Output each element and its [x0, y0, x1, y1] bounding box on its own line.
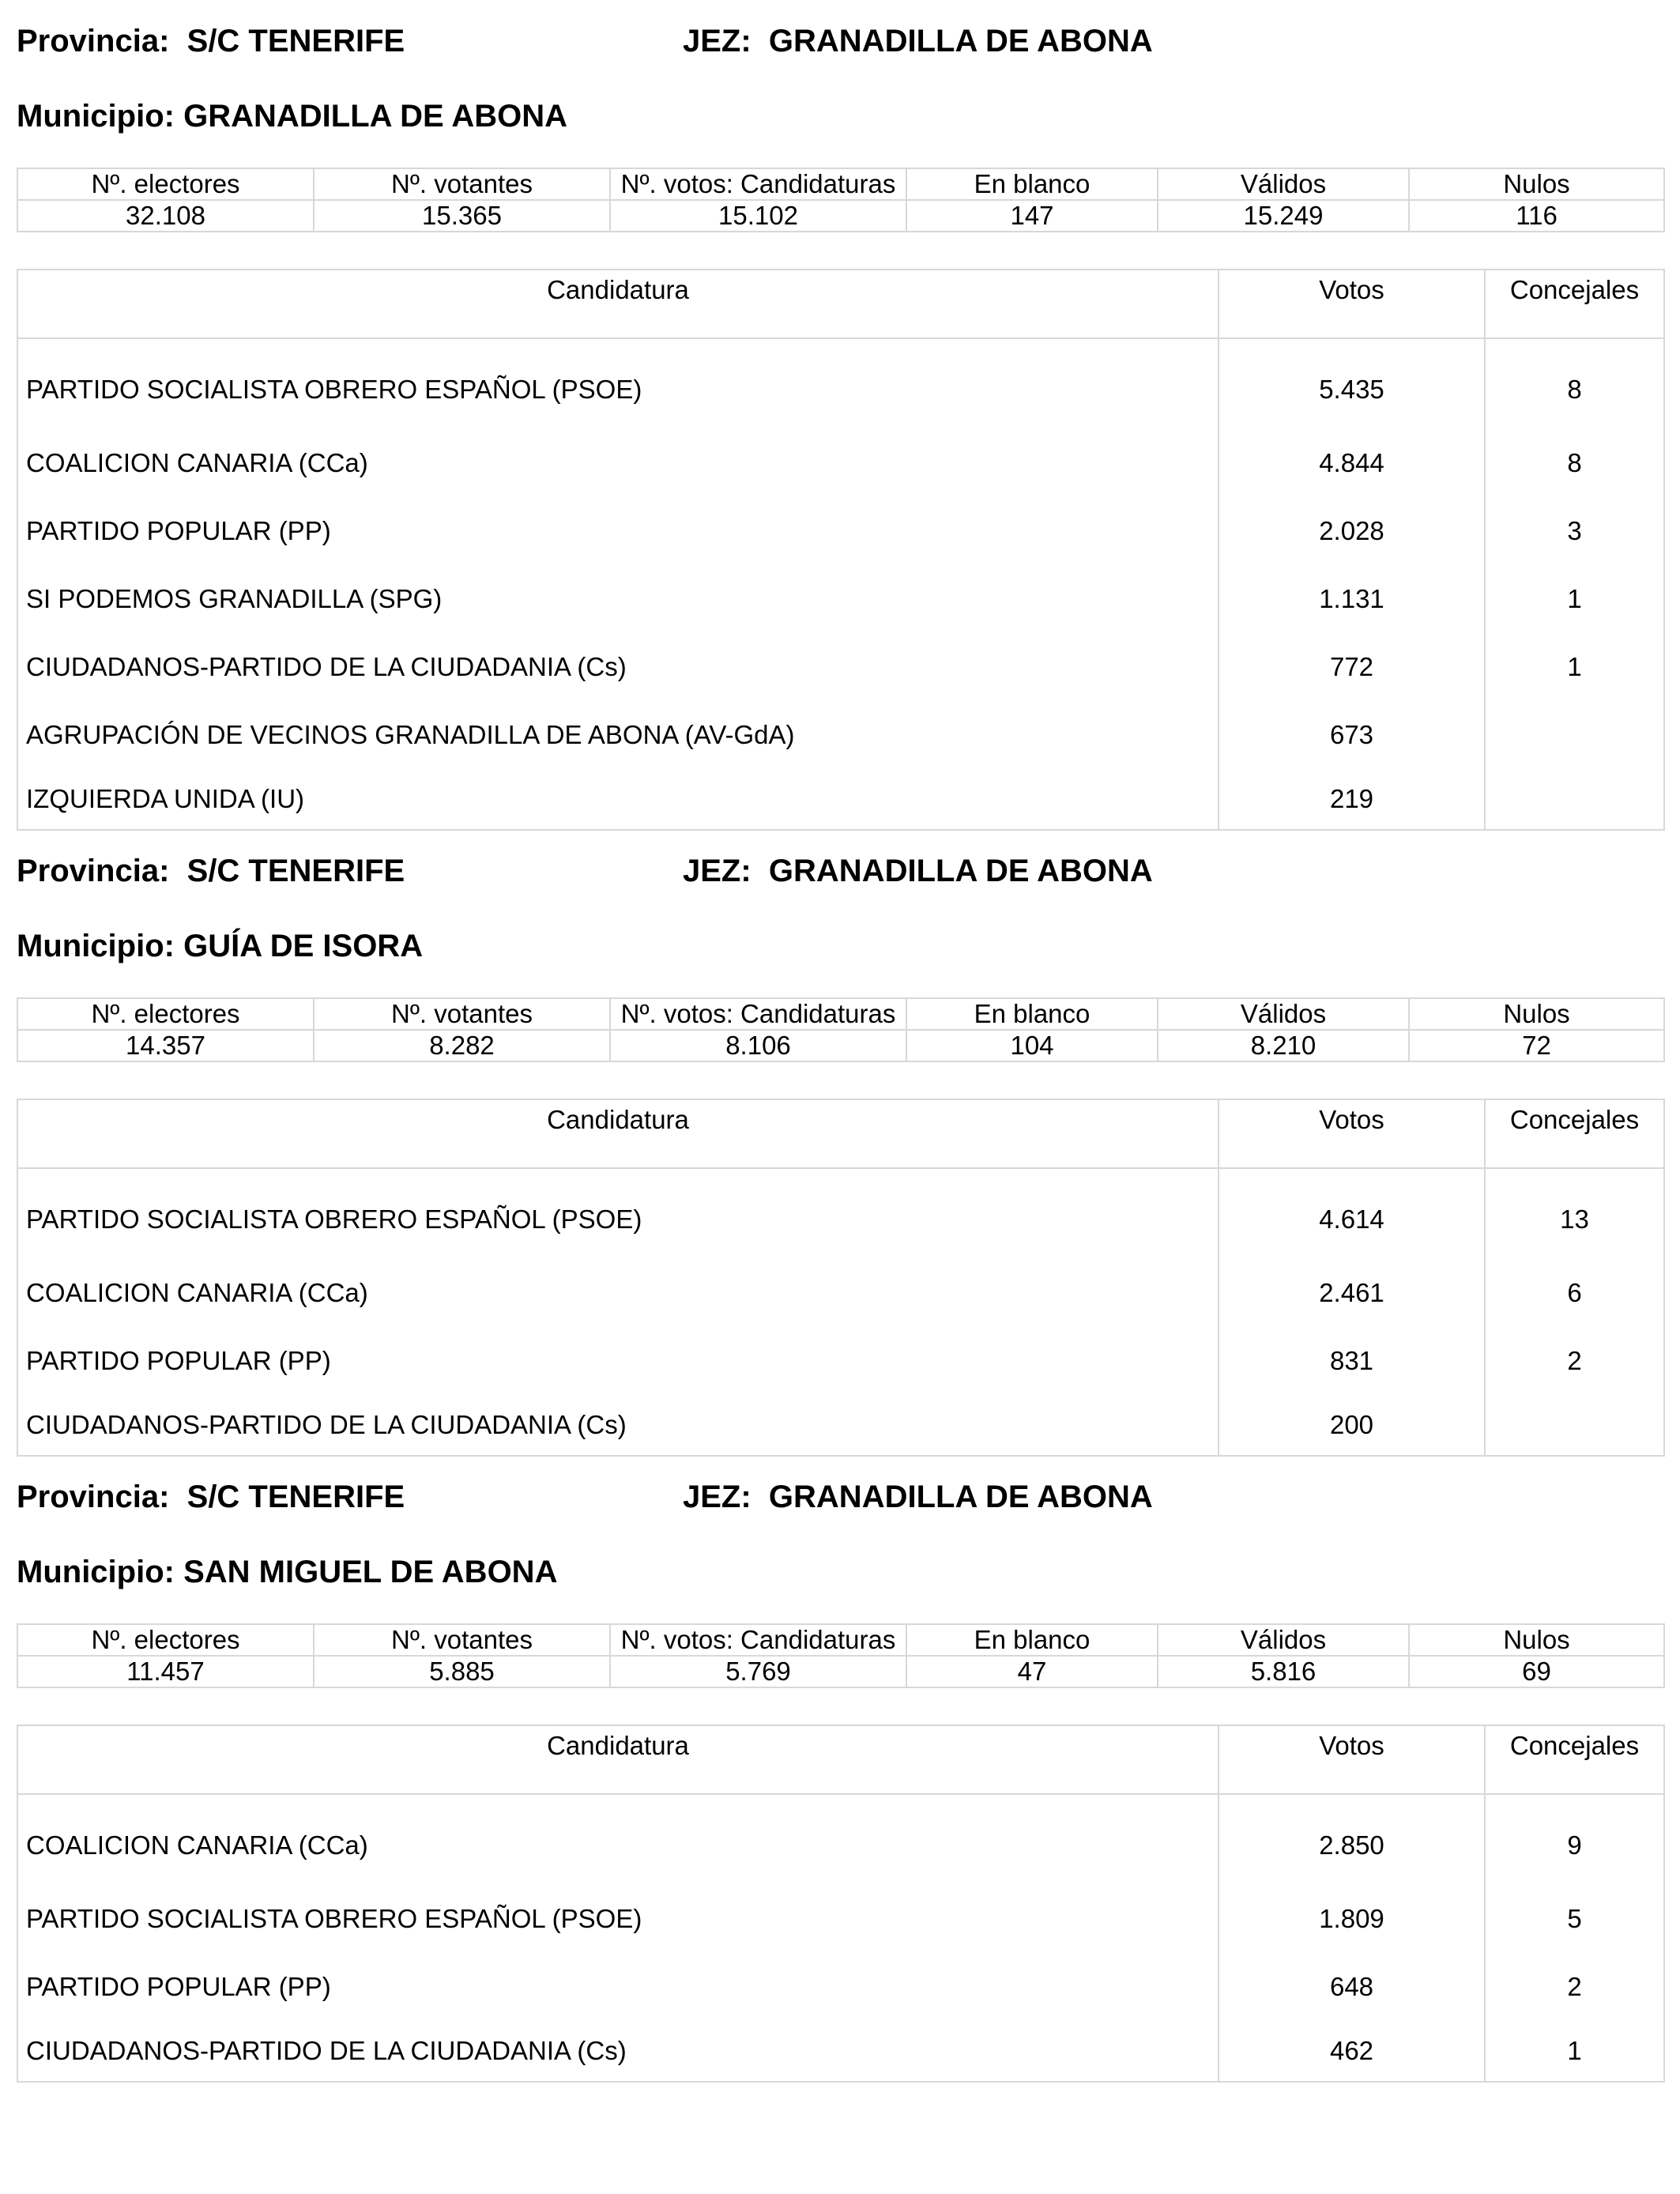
summary-header: Nº. votantes [314, 168, 610, 200]
summary-header: Nº. votos: Candidaturas [610, 1624, 906, 1656]
summary-header: En blanco [906, 998, 1158, 1030]
summary-value: 15.365 [314, 200, 610, 232]
summary-value: 72 [1409, 1030, 1664, 1061]
cand-concejales: 9 [1485, 1794, 1664, 1885]
table-row [17, 1168, 1664, 1259]
cand-votos: 462 [1219, 2021, 1485, 2082]
summary-header: En blanco [906, 168, 1158, 200]
cand-name: IZQUIERDA UNIDA (IU) [17, 769, 1219, 830]
table-row [17, 338, 1664, 429]
cand-name: CIUDADANOS-PARTIDO DE LA CIUDADANIA (Cs) [17, 1395, 1219, 1456]
summary-header: Válidos [1158, 168, 1409, 200]
summary-value-row [17, 1656, 1664, 1687]
summary-header: Válidos [1158, 998, 1409, 1030]
summary-header-row [17, 1624, 1664, 1656]
table-row [17, 633, 1664, 701]
cand-header-row [17, 1099, 1664, 1168]
candidaturas-table [17, 269, 1665, 831]
cand-concejales [1485, 769, 1664, 830]
summary-header: Nº. electores [17, 998, 314, 1030]
cand-name: PARTIDO POPULAR (PP) [17, 1327, 1219, 1395]
cand-concejales: 3 [1485, 497, 1664, 565]
summary-header-row [17, 998, 1664, 1030]
summary-header: Nº. votos: Candidaturas [610, 168, 906, 200]
provincia-label: Provincia: S/C TENERIFE [17, 24, 405, 58]
summary-value: 5.816 [1158, 1656, 1409, 1687]
cand-votos: 772 [1219, 633, 1485, 701]
municipio-title: Municipio: GRANADILLA DE ABONA [17, 99, 567, 134]
summary-value: 5.769 [610, 1656, 906, 1687]
summary-value: 15.102 [610, 200, 906, 232]
table-row [17, 1794, 1664, 1885]
cand-name: CIUDADANOS-PARTIDO DE LA CIUDADANIA (Cs) [17, 2021, 1219, 2082]
cand-votos: 5.435 [1219, 338, 1485, 429]
municipio-title: Municipio: SAN MIGUEL DE ABONA [17, 1555, 558, 1589]
jez-label: JEZ: GRANADILLA DE ABONA [683, 854, 1153, 888]
cand-votos: 4.614 [1219, 1168, 1485, 1259]
provincia-label: Provincia: S/C TENERIFE [17, 854, 405, 888]
cand-name: PARTIDO POPULAR (PP) [17, 1953, 1219, 2021]
cand-concejales: 13 [1485, 1168, 1664, 1259]
table-row [17, 769, 1664, 830]
cand-votos: 219 [1219, 769, 1485, 830]
summary-table [17, 997, 1665, 1062]
cand-name: PARTIDO SOCIALISTA OBRERO ESPAÑOL (PSOE) [17, 1168, 1219, 1259]
summary-header: Válidos [1158, 1624, 1409, 1656]
cand-name: PARTIDO SOCIALISTA OBRERO ESPAÑOL (PSOE) [17, 1885, 1219, 1953]
cand-header: Concejales [1485, 270, 1664, 338]
summary-value: 47 [906, 1656, 1158, 1687]
cand-concejales [1485, 1395, 1664, 1456]
summary-value: 8.210 [1158, 1030, 1409, 1061]
cand-header: Votos [1219, 270, 1485, 338]
table-row [17, 2021, 1664, 2082]
cand-name: COALICION CANARIA (CCa) [17, 1794, 1219, 1885]
province-line [17, 1456, 1663, 1514]
cand-concejales: 5 [1485, 1885, 1664, 1953]
table-row [17, 565, 1664, 633]
cand-votos: 1.131 [1219, 565, 1485, 633]
summary-value: 116 [1409, 200, 1664, 232]
summary-header: Nº. votantes [314, 1624, 610, 1656]
municipio-section-san-miguel [17, 1456, 1663, 2065]
cand-name: AGRUPACIÓN DE VECINOS GRANADILLA DE ABONA (AV-GdA) [17, 701, 1219, 769]
summary-value: 14.357 [17, 1030, 314, 1061]
cand-votos: 648 [1219, 1953, 1485, 2021]
summary-header: Nulos [1409, 1624, 1664, 1656]
cand-name: SI PODEMOS GRANADILLA (SPG) [17, 565, 1219, 633]
cand-name: COALICION CANARIA (CCa) [17, 1259, 1219, 1327]
summary-header: Nº. votantes [314, 998, 610, 1030]
summary-header: Nº. electores [17, 1624, 314, 1656]
table-row [17, 1327, 1664, 1395]
cand-header-row [17, 270, 1664, 338]
summary-value: 15.249 [1158, 200, 1409, 232]
cand-votos: 1.809 [1219, 1885, 1485, 1953]
cand-header: Concejales [1485, 1725, 1664, 1794]
summary-value: 11.457 [17, 1656, 314, 1687]
summary-header-row [17, 168, 1664, 200]
cand-concejales: 1 [1485, 633, 1664, 701]
cand-name: PARTIDO POPULAR (PP) [17, 497, 1219, 565]
table-row [17, 1259, 1664, 1327]
jez-label: JEZ: GRANADILLA DE ABONA [683, 24, 1153, 58]
candidaturas-table [17, 1099, 1665, 1457]
cand-concejales: 6 [1485, 1259, 1664, 1327]
province-line [17, 0, 1663, 58]
cand-votos: 2.850 [1219, 1794, 1485, 1885]
municipio-section-granadilla [17, 0, 1663, 813]
cand-concejales: 8 [1485, 429, 1664, 497]
table-row [17, 1395, 1664, 1456]
summary-value: 8.106 [610, 1030, 906, 1061]
cand-votos: 831 [1219, 1327, 1485, 1395]
jez-label: JEZ: GRANADILLA DE ABONA [683, 1480, 1153, 1514]
summary-table [17, 1623, 1665, 1688]
cand-votos: 2.028 [1219, 497, 1485, 565]
cand-header: Votos [1219, 1725, 1485, 1794]
municipio-section-guia [17, 830, 1663, 1439]
cand-concejales: 8 [1485, 338, 1664, 429]
summary-value-row [17, 200, 1664, 232]
summary-value: 69 [1409, 1656, 1664, 1687]
cand-concejales: 2 [1485, 1327, 1664, 1395]
cand-header-row [17, 1725, 1664, 1794]
municipio-title: Municipio: GUÍA DE ISORA [17, 929, 424, 963]
summary-value: 32.108 [17, 200, 314, 232]
summary-value: 8.282 [314, 1030, 610, 1061]
cand-concejales [1485, 701, 1664, 769]
cand-concejales: 2 [1485, 1953, 1664, 2021]
summary-value: 104 [906, 1030, 1158, 1061]
summary-value: 5.885 [314, 1656, 610, 1687]
summary-value-row [17, 1030, 1664, 1061]
cand-header: Candidatura [17, 1725, 1219, 1794]
table-row [17, 701, 1664, 769]
cand-votos: 4.844 [1219, 429, 1485, 497]
summary-header: Nº. votos: Candidaturas [610, 998, 906, 1030]
summary-header: Nulos [1409, 998, 1664, 1030]
cand-votos: 673 [1219, 701, 1485, 769]
cand-name: COALICION CANARIA (CCa) [17, 429, 1219, 497]
cand-votos: 2.461 [1219, 1259, 1485, 1327]
cand-header: Candidatura [17, 270, 1219, 338]
province-line [17, 830, 1663, 888]
cand-header: Concejales [1485, 1099, 1664, 1168]
cand-header: Candidatura [17, 1099, 1219, 1168]
cand-name: CIUDADANOS-PARTIDO DE LA CIUDADANIA (Cs) [17, 633, 1219, 701]
summary-value: 147 [906, 200, 1158, 232]
cand-header: Votos [1219, 1099, 1485, 1168]
table-row [17, 1953, 1664, 2021]
summary-header: Nulos [1409, 168, 1664, 200]
table-row [17, 429, 1664, 497]
cand-votos: 200 [1219, 1395, 1485, 1456]
cand-concejales: 1 [1485, 565, 1664, 633]
table-row [17, 1885, 1664, 1953]
candidaturas-table [17, 1725, 1665, 2083]
cand-name: PARTIDO SOCIALISTA OBRERO ESPAÑOL (PSOE) [17, 338, 1219, 429]
cand-concejales: 1 [1485, 2021, 1664, 2082]
summary-table [17, 168, 1665, 232]
summary-header: Nº. electores [17, 168, 314, 200]
table-row [17, 497, 1664, 565]
provincia-label: Provincia: S/C TENERIFE [17, 1480, 405, 1514]
summary-header: En blanco [906, 1624, 1158, 1656]
